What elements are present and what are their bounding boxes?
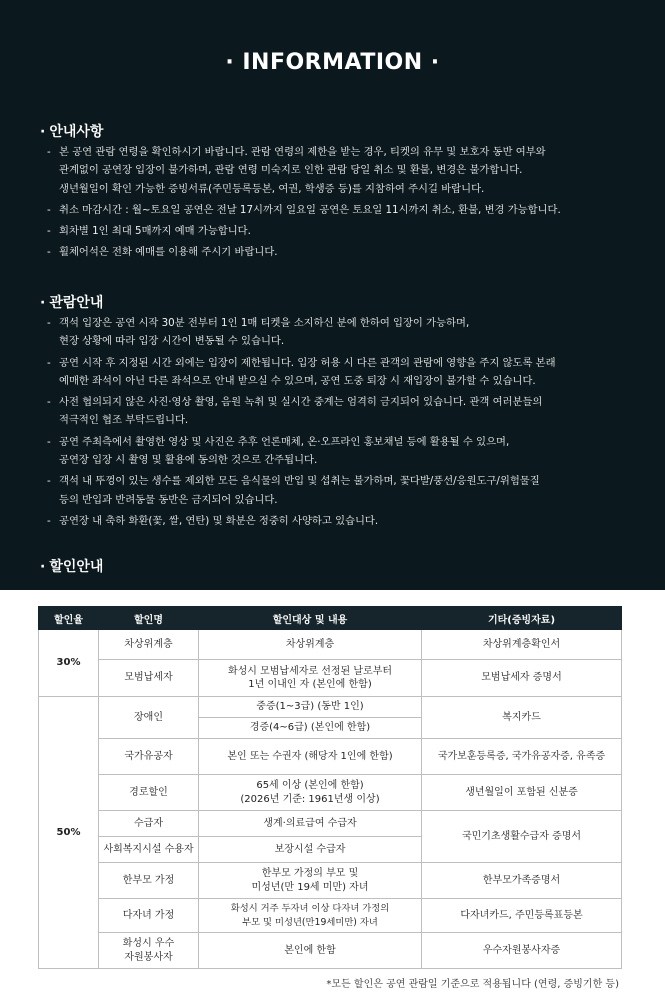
table-row xyxy=(39,811,622,837)
list-item-line: 공연 주최측에서 촬영한 영상 및 사진은 추후 언론매체, 온·오프라인 홍보채널 등에 활용될 수 있으며, xyxy=(59,435,510,448)
discount-proof: 차상위계층확인서 xyxy=(422,630,622,660)
discount-target: 중증(1~3급) (동반 1인) xyxy=(199,697,422,718)
discount-name: 경로할인 xyxy=(99,775,199,811)
list-item xyxy=(47,393,647,430)
dash-marker: - xyxy=(47,475,51,488)
discount-name: 국가유공자 xyxy=(99,739,199,775)
table-row xyxy=(39,630,622,660)
header-rate: 할인율 xyxy=(39,607,99,630)
footnote: *모든 할인은 공연 관람일 기준으로 적용됩니다 (연령, 증빙기한 등) xyxy=(326,979,619,990)
discount-proof: 모범납세자 증명서 xyxy=(422,660,622,697)
rate-cell: 50% xyxy=(39,697,99,969)
list-item-line: 적극적인 협조 부탁드립니다. xyxy=(59,414,189,427)
discount-proof: 복지카드 xyxy=(422,697,622,739)
discount-target: 보장시설 수급자 xyxy=(199,837,422,863)
list-item-line: 회차별 1인 최대 5매까지 예매 가능합니다. xyxy=(59,225,251,238)
discount-name: 화성시 우수 자원봉사자 xyxy=(99,933,199,969)
dash-marker: - xyxy=(47,435,51,448)
table-row xyxy=(39,775,622,811)
discount-target: 본인 또는 수권자 (해당자 1인에 한함) xyxy=(199,739,422,775)
discount-proof: 국민기초생활수급자 증명서 xyxy=(422,811,622,863)
discount-proof: 다자녀카드, 주민등록표등본 xyxy=(422,899,622,933)
rate-cell: 30% xyxy=(39,630,99,697)
list-item xyxy=(47,433,647,470)
list-item xyxy=(47,512,647,530)
dash-marker: - xyxy=(47,203,51,216)
list-item xyxy=(47,472,647,509)
dash-marker: - xyxy=(47,225,51,238)
discount-name: 다자녀 가정 xyxy=(99,899,199,933)
dash-marker: - xyxy=(47,246,51,259)
discount-proof: 국가보훈등록증, 국가유공자증, 유족증 xyxy=(422,739,622,775)
list-item-line: 생년월일이 확인 가능한 증빙서류(주민등록등본, 여권, 학생증 등)를 지참하여 주시길 바랍니다. xyxy=(59,182,485,195)
discount-target: 본인에 한함 xyxy=(199,933,422,969)
discount-name: 수급자 xyxy=(99,811,199,837)
section-heading-discount: · 할인안내 xyxy=(40,559,104,575)
discount-proof: 생년월일이 포함된 신분증 xyxy=(422,775,622,811)
bullet-dot: · xyxy=(40,559,46,575)
list-item-line: 사전 협의되지 않은 사진·영상 촬영, 음원 녹취 및 실시간 중계는 엄격히 금지되어 있습니다. 관객 여러분들의 xyxy=(59,396,543,409)
bullet-dot: · xyxy=(40,124,46,140)
dash-marker: - xyxy=(47,317,51,329)
list-item-line: 취소 마감시간 : 월~토요일 공연은 전날 17시까지 일요일 공연은 토요일 11시까지 취소, 환불, 변경 가능합니다. xyxy=(59,203,561,216)
list-item-line: 관계없이 공연장 입장이 불가하며, 관람 연령 미숙지로 인한 관람 당일 취소 및 환불, 변경은 불가합니다. xyxy=(59,164,523,177)
discount-target: 65세 이상 (본인에 한함) (2026년 기준: 1961년생 이상) xyxy=(199,775,422,811)
bullet-dot: · xyxy=(40,295,46,311)
table-header-row xyxy=(39,607,622,630)
discount-target: 한부모 가정의 부모 및 미성년(만 19세 미만) 자녀 xyxy=(199,863,422,899)
discount-target: 화성시 모범납세자로 선정된 날로부터 1년 이내인 자 (본인에 한함) xyxy=(199,660,422,697)
dash-marker: - xyxy=(47,514,51,527)
list-item-line: 현장 상황에 따라 입장 시간이 변동될 수 있습니다. xyxy=(59,335,285,348)
discount-proof: 한부모가족증명서 xyxy=(422,863,622,899)
table-row xyxy=(39,739,622,775)
list-item-line: 공연 시작 후 지정된 시간 외에는 입장이 제한됩니다. 입장 허용 시 다른 관객의 관람에 영향을 주지 않도록 본래 xyxy=(59,356,556,369)
notice-list xyxy=(47,143,647,265)
discount-name: 사회복지시설 수용자 xyxy=(99,837,199,863)
list-item-line: 휠체어석은 전화 예매를 이용해 주시기 바랍니다. xyxy=(59,246,278,259)
list-item-line: 등의 반입과 반려동물 동반은 금지되어 있습니다. xyxy=(59,493,278,506)
discount-target: 경증(4~6급) (본인에 한함) xyxy=(199,718,422,739)
list-item-line: 객석 내 뚜껑이 있는 생수를 제외한 모든 음식물의 반입 및 섭취는 불가하며, 꽃다발/풍선/응원도구/위험물질 xyxy=(59,475,540,488)
list-item xyxy=(47,143,647,198)
header-name: 할인명 xyxy=(99,607,199,630)
discount-name: 차상위계층 xyxy=(99,630,199,660)
page-title: · INFORMATION · xyxy=(225,50,440,75)
discount-table xyxy=(38,606,622,969)
dash-marker: - xyxy=(47,146,51,158)
list-item xyxy=(47,201,647,219)
table-row xyxy=(39,933,622,969)
table-row xyxy=(39,660,622,697)
discount-target: 화성시 거주 두자녀 이상 다자녀 가정의 부모 및 미성년(만19세미만) 자녀 xyxy=(199,899,422,933)
discount-target: 생계·의료급여 수급자 xyxy=(199,811,422,837)
table-row xyxy=(39,899,622,933)
list-item xyxy=(47,243,647,261)
list-item-line: 본 공연 관람 연령을 확인하시기 바랍니다. 관람 연령의 제한을 받는 경우, 티켓의 유무 및 보호자 동반 여부와 xyxy=(59,146,546,158)
dash-marker: - xyxy=(47,356,51,369)
list-item-line: 예매한 좌석이 아닌 다른 좌석으로 안내 받으실 수 있으며, 공연 도중 퇴장 시 재입장이 불가할 수 있습니다. xyxy=(59,374,536,387)
discount-name: 한부모 가정 xyxy=(99,863,199,899)
table-row xyxy=(39,863,622,899)
header-target: 할인대상 및 내용 xyxy=(199,607,422,630)
dash-marker: - xyxy=(47,396,51,409)
discount-proof: 우수자원봉사자증 xyxy=(422,933,622,969)
list-item-line: 공연장 입장 시 촬영 및 활용에 동의한 것으로 간주됩니다. xyxy=(59,454,318,467)
discount-target: 차상위계층 xyxy=(199,630,422,660)
list-item-line: 객석 입장은 공연 시작 30분 전부터 1인 1매 티켓을 소지하신 분에 한하여 입장이 가능하며, xyxy=(59,317,470,329)
header-proof: 기타(증빙자료) xyxy=(422,607,622,630)
list-item xyxy=(47,222,647,240)
discount-name: 장애인 xyxy=(99,697,199,739)
section-heading-viewing: · 관람안내 xyxy=(40,295,104,311)
section-heading-notice: · 안내사항 xyxy=(40,124,104,140)
table-row xyxy=(39,697,622,718)
list-item-line: 공연장 내 축하 화환(꽃, 쌀, 연탄) 및 화분은 정중히 사양하고 있습니다. xyxy=(59,514,379,527)
list-item xyxy=(47,354,647,391)
viewing-guide-list xyxy=(47,314,647,533)
discount-name: 모범납세자 xyxy=(99,660,199,697)
list-item xyxy=(47,314,647,351)
